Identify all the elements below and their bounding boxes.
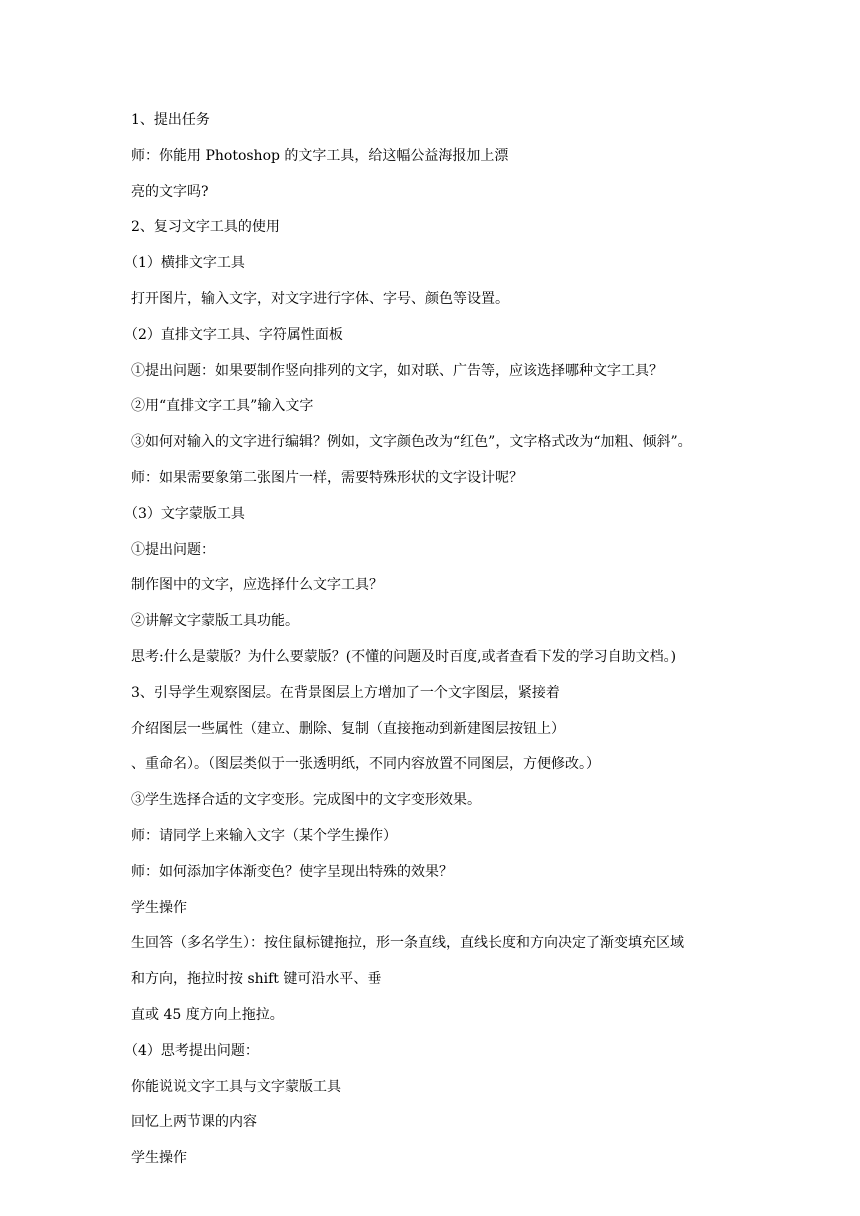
paragraph-line: 思考:什么是蒙版？为什么要蒙版？(不懂的问题及时百度,或者查看下发的学习自助文档。) xyxy=(131,648,677,665)
paragraph-line: 你能说说文字工具与文字蒙版工具 xyxy=(131,1078,341,1095)
paragraph-line: 学生操作 xyxy=(131,899,187,916)
subsection-heading: （2）直排文字工具、字符属性面板 xyxy=(124,326,343,343)
paragraph-line: 师：请同学上来输入文字（某个学生操作） xyxy=(131,827,397,844)
paragraph-line: 亮的文字吗? xyxy=(131,183,209,200)
paragraph-line: 和方向，拖拉时按 shift 键可沿水平、垂 xyxy=(131,971,382,988)
paragraph-line: 制作图中的文字，应选择什么文字工具？ xyxy=(131,577,383,594)
paragraph-line: 学生操作 xyxy=(131,1150,187,1167)
paragraph-line: ③如何对输入的文字进行编辑？例如，文字颜色改为“红色”，文字格式改为“加粗、倾斜”。 xyxy=(131,434,692,451)
subsection-heading: （1）横排文字工具 xyxy=(124,255,245,272)
paragraph-line: 师：你能用 Photoshop 的文字工具，给这幅公益海报加上漂 xyxy=(131,147,509,164)
paragraph-line: ②讲解文字蒙版工具功能。 xyxy=(131,613,299,630)
paragraph-line: 回忆上两节课的内容 xyxy=(131,1114,257,1131)
section-heading: 1、提出任务 xyxy=(131,112,210,128)
paragraph-line: 、重命名）。（图层类似于一张透明纸，不同内容放置不同图层，方便修改。） xyxy=(131,756,600,773)
document-body xyxy=(124,110,751,1184)
section-heading: 3、引导学生观察图层。在背景图层上方增加了一个文字图层，紧接着 xyxy=(131,684,560,701)
paragraph-line: 生回答（多名学生）：按住鼠标键拖拉，形一条直线，直线长度和方向决定了渐变填充区域 xyxy=(131,935,684,952)
subsection-heading: （3）文字蒙版工具 xyxy=(124,505,245,522)
paragraph-line: ①提出问题：如果要制作竖向排列的文字，如对联、广告等，应该选择哪种文字工具？ xyxy=(131,362,663,379)
paragraph-line: 打开图片，输入文字，对文字进行字体、字号、颜色等设置。 xyxy=(131,290,509,307)
paragraph-line: 师：如何添加字体渐变色？使字呈现出特殊的效果？ xyxy=(131,863,453,880)
paragraph-line: 师：如果需要象第二张图片一样，需要特殊形状的文字设计呢？ xyxy=(131,469,523,486)
paragraph-line: ③学生选择合适的文字变形。完成图中的文字变形效果。 xyxy=(131,792,481,809)
paragraph-line: 直或 45 度方向上拖拉。 xyxy=(131,1006,284,1023)
subsection-heading: （4）思考提出问题： xyxy=(124,1042,259,1059)
section-heading: 2、复习文字工具的使用 xyxy=(131,219,280,236)
paragraph-line: 介绍图层一些属性（建立、删除、复制（直接拖动到新建图层按钮上） xyxy=(131,720,565,737)
paragraph-line: ①提出问题： xyxy=(131,541,215,558)
paragraph-line: ②用“直排文字工具”输入文字 xyxy=(131,398,314,415)
